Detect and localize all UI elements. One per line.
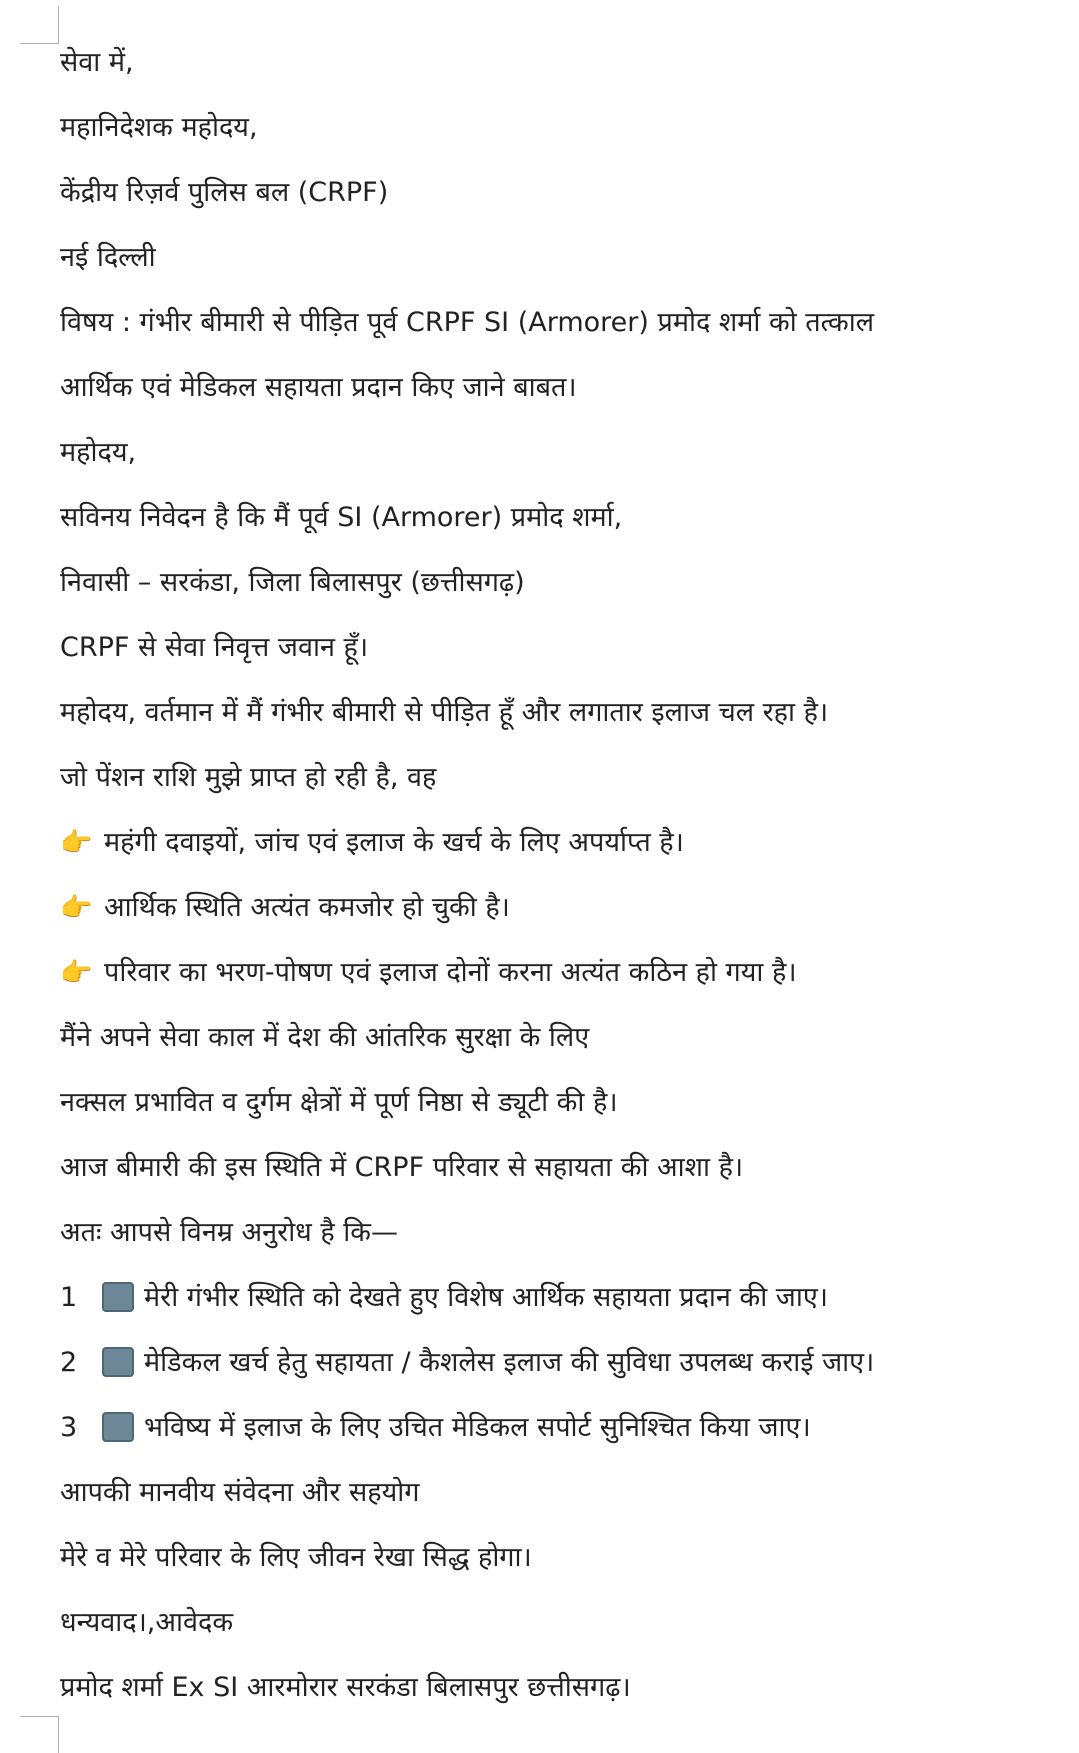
pension-line: जो पेंशन राशि मुझे प्राप्त हो रही है, वह: [60, 762, 437, 793]
request-text: भविष्य में इलाज के लिए उचित मेडिकल सपोर्ट सुनिश्चित किया जाए।: [144, 1412, 811, 1443]
crop-mark-bottom-horizontal: [20, 1716, 59, 1717]
bullet-item: [60, 940, 1050, 1005]
bullet-item: [60, 875, 1050, 940]
request-intro: अतः आपसे विनम्र अनुरोध है कि—: [60, 1217, 399, 1248]
square-box-icon: [102, 1412, 134, 1442]
subject-line-2: आर्थिक एवं मेडिकल सहायता प्रदान किए जाने बाबत।: [60, 372, 577, 403]
thanks-line: धन्यवाद।,आवेदक: [60, 1607, 234, 1638]
pointing-hand-icon: 👉: [60, 958, 93, 988]
request-number: 1: [60, 1282, 78, 1313]
bullet-text: महंगी दवाइयों, जांच एवं इलाज के खर्च के लिए अपर्याप्त है।: [104, 827, 684, 858]
condition-line: महोदय, वर्तमान में मैं गंभीर बीमारी से पीड़ित हूँ और लगातार इलाज चल रहा है।: [60, 697, 829, 728]
square-box-icon: [102, 1347, 134, 1377]
closing-line-2: मेरे व मेरे परिवार के लिए जीवन रेखा सिद्ध होगा।: [60, 1542, 532, 1573]
hope-line: आज बीमारी की इस स्थिति में CRPF परिवार से सहायता की आशा है।: [60, 1152, 744, 1183]
salutation-to: सेवा में,: [60, 47, 134, 78]
crop-mark-bottom-vertical: [58, 1716, 59, 1753]
request-text: मेडिकल खर्च हेतु सहायता / कैशलेस इलाज की सुविधा उपलब्ध कराई जाए।: [144, 1347, 875, 1378]
intro-line-2: निवासी – सरकंडा, जिला बिलासपुर (छत्तीसगढ़): [60, 567, 525, 598]
request-number: 2: [60, 1347, 78, 1378]
letter-document: [60, 30, 1050, 1720]
intro-line-1: सविनय निवेदन है कि मैं पूर्व SI (Armorer) प्रमोद शर्मा,: [60, 502, 623, 533]
recipient-title: महानिदेशक महोदय,: [60, 112, 258, 143]
service-line-2: नक्सल प्रभावित व दुर्गम क्षेत्रों में पूर्ण निष्ठा से ड्यूटी की है।: [60, 1087, 618, 1118]
request-number: 3: [60, 1412, 78, 1443]
pointing-hand-icon: 👉: [60, 893, 93, 923]
recipient-city: नई दिल्ली: [60, 242, 156, 273]
request-text: मेरी गंभीर स्थिति को देखते हुए विशेष आर्थिक सहायता प्रदान की जाए।: [144, 1282, 828, 1313]
pointing-hand-icon: 👉: [60, 828, 93, 858]
bullet-item: [60, 810, 1050, 875]
crop-mark-top-vertical: [58, 6, 59, 44]
request-item: [60, 1265, 1050, 1330]
subject-line-1: विषय : गंभीर बीमारी से पीड़ित पूर्व CRPF SI (Armorer) प्रमोद शर्मा को तत्काल: [60, 307, 875, 338]
greeting: महोदय,: [60, 437, 137, 468]
recipient-org: केंद्रीय रिज़र्व पुलिस बल (CRPF): [60, 177, 389, 208]
request-item: [60, 1330, 1050, 1395]
bullet-text: परिवार का भरण-पोषण एवं इलाज दोनों करना अत्यंत कठिन हो गया है।: [104, 957, 797, 988]
closing-line-1: आपकी मानवीय संवेदना और सहयोग: [60, 1477, 420, 1508]
service-line-1: मैंने अपने सेवा काल में देश की आंतरिक सुरक्षा के लिए: [60, 1022, 590, 1053]
crop-mark-top-horizontal: [20, 43, 59, 44]
request-item: [60, 1395, 1050, 1460]
bullet-text: आर्थिक स्थिति अत्यंत कमजोर हो चुकी है।: [104, 892, 510, 923]
signature-line: प्रमोद शर्मा Ex SI आरमोरार सरकंडा बिलासपुर छत्तीसगढ़।: [60, 1672, 631, 1703]
intro-line-3: CRPF से सेवा निवृत्त जवान हूँ।: [60, 632, 369, 663]
square-box-icon: [102, 1282, 134, 1312]
